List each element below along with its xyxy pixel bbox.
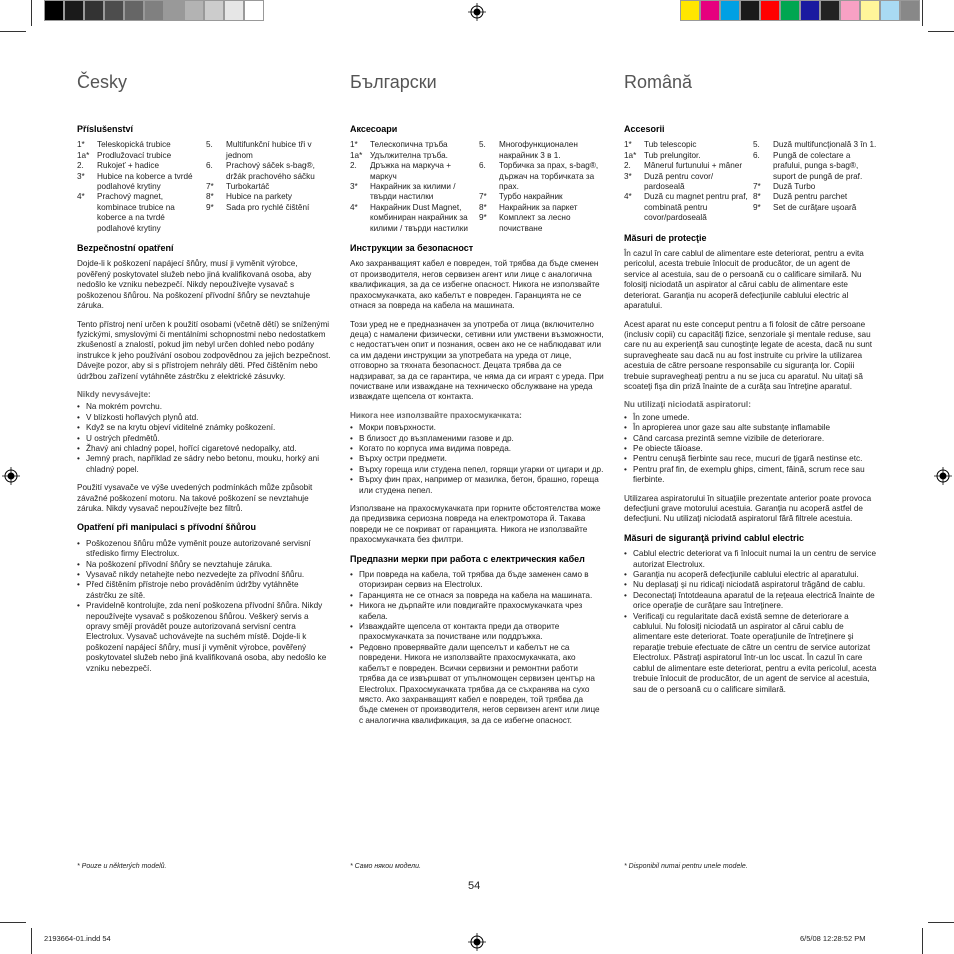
list-item: • Jemný prach, například ze sádry nebo betonu, mouku, horký ani chladný popel. (77, 454, 331, 475)
accessory-name: Prodlužovací trubice (97, 150, 172, 160)
accessory-number: 8* (206, 192, 214, 202)
list-item: • Pentru praf fin, de exemplu ghips, ciment, făină, scrum rece sau fierbinte. (624, 465, 878, 486)
list-item: • Pravidelně kontrolujte, zda není poškozena přívodní šňůra. Nikdy nepoužívejte vysavač s poškozenou šňůrou. Veškerý servis a opravy smějí provádět pouze autorizovaná servisní centra Electrolux. Vysavač uchovávejte na suchém místě. Dojde-li k poškození napájecí šňůry, musí ji vyměnit výrobce, pověřený poskytovatel služeb nebo jiná kvalifikovaná osoba, aby nedošlo ke vzniku nebezpečí. (77, 601, 331, 674)
accessory-number: 1* (624, 140, 632, 150)
accessory-name: Duză pentru parchet (773, 192, 848, 202)
accessory-item (77, 151, 202, 161)
crop-mark (922, 928, 923, 954)
accessory-item (479, 192, 604, 202)
color-swatch (820, 0, 840, 21)
safety-paragraph: Tento přístroj není určen k použití osobami (včetně dětí) se sníženými fyzickými, smyslovými či mentálními schopnostmi nebo nedostatkem zkušeností a znalostí, pokud jim nebyl určen dohled nebo podány instrukce k jeho používání osobou zodpovědnou za jejich bezpečnost. Dávejte pozor, aby si s přístrojem nehrály děti. Před čištěním nebo údržbou zařízení vytáhněte zástrčku z elektrické zásuvky. (77, 319, 331, 381)
accessory-item (350, 203, 475, 234)
cord-safety-list (350, 570, 604, 726)
accessory-number: 5. (206, 140, 213, 150)
accessories-heading: Аксесоари (350, 124, 398, 134)
list-item: • Když se na krytu objeví viditelné známky poškození. (77, 423, 331, 433)
color-swatch (900, 0, 920, 21)
accessory-number: 1* (350, 140, 358, 150)
accessories-list (624, 140, 878, 223)
safety-paragraph: Acest aparat nu este conceput pentru a fi folosit de către persoane (inclusiv copii) cu capacităţi fizice, senzoriale şi mentale reduse, sau care nu au experienţă sau cunoştinţe legate de acesta, dacă nu sunt supravegheate sau dacă nu au fost instruite cu privire la utilizarea acestuia de către persoane responsabile cu siguranţa lor. Copiii trebuie supravegheaţi pentru a nu se juca cu aparatul. Nu uitaţi să scoateţi fişa din priză înainte de a curăţa sau întreţine aparatul. (624, 319, 873, 391)
color-swatch (224, 0, 244, 21)
color-swatch (800, 0, 820, 21)
list-item: • Гаранцията не се отнася за повреда на кабела на машината. (350, 591, 604, 601)
accessory-name: Multifunkční hubice tři v jednom (226, 140, 312, 160)
accessory-name: Турбо накрайник (499, 192, 563, 202)
list-item: • Na poškození přívodní šňůry se nevztahuje záruka. (77, 560, 331, 570)
crop-mark (0, 31, 26, 32)
list-item: • Изваждайте щепсела от контакта преди да отворите прахосмукачката за почистване или поддръжка. (350, 622, 604, 643)
color-swatch (840, 0, 860, 21)
safety-paragraph: Ако захранващият кабел е повреден, той трябва да бъде сменен от производителя, негов сервизен агент или лице с аналогична квалификация, за да се избегне опасност. Никога не използвайте прахосмукачката, ако кабелът е повреден. Гаранцията не се отнася за повреда на кабела на машината. (350, 259, 600, 311)
accessories-heading: Accesorii (624, 124, 665, 134)
color-swatch (104, 0, 124, 21)
registration-mark-bottom-icon (468, 933, 486, 951)
accessory-item (350, 161, 475, 182)
color-swatch (64, 0, 84, 21)
color-swatch (700, 0, 720, 21)
accessory-name: Prachový magnet, kombinace trubice na koberce a na tvrdé podlahové krytiny (97, 192, 175, 233)
accessories-column (77, 140, 202, 234)
language-heading: Česky (77, 72, 128, 92)
accessories-column (753, 140, 878, 223)
accessory-number: 7* (479, 192, 487, 202)
accessory-name: Rukojeť + hadice (97, 161, 160, 171)
list-item: • Върху остри предмети. (350, 454, 604, 464)
never-use-heading: Nu utilizaţi niciodată aspiratorul: (624, 400, 751, 410)
color-swatch (740, 0, 760, 21)
color-swatch (720, 0, 740, 21)
list-item: • Мокри повърхности. (350, 423, 604, 433)
accessory-item (624, 140, 749, 150)
accessory-name: Накрайник за килими / твърди настилки (370, 182, 456, 202)
accessory-number: 6. (753, 150, 760, 160)
accessory-item (753, 151, 878, 182)
accessory-item (77, 140, 202, 150)
color-swatch (144, 0, 164, 21)
safety-paragraph: Použití vysavače ve výše uvedených podmínkách může způsobit závažné poškození motoru. Na takové poškození se nevztahuje záruka. Nikdy vysavač nepoužívejte bez filtrů. (77, 483, 313, 513)
safety-heading: Bezpečnostní opatření (77, 243, 174, 254)
accessory-name: Teleskopická trubice (97, 140, 171, 150)
accessory-number: 6. (479, 161, 486, 171)
accessories-column (350, 140, 475, 234)
accessory-number: 2. (77, 161, 84, 171)
accessory-item (479, 161, 604, 192)
accessory-name: Duză pentru covor/ pardoseală (644, 171, 714, 192)
accessory-item (479, 213, 604, 234)
accessory-name: Hubice na parkety (226, 192, 292, 202)
accessory-item (753, 192, 878, 202)
crop-mark (928, 31, 954, 32)
accessory-item (77, 192, 202, 234)
safety-heading: Măsuri de protecţie (624, 232, 707, 243)
accessory-name: Tub telescopic (644, 140, 697, 150)
never-use-heading: Никога нее използвайте прахосмукачката: (350, 410, 522, 420)
accessories-column (479, 140, 604, 234)
safety-paragraph: Използване на прахосмукачката при горните обстоятелства може да предизвика сериозна повреда на електромотора й. Такава повреди не се покриват от гаранцията. Никога не използвайте прахосмукачката без филтри. (350, 504, 601, 545)
accessory-name: Торбичка за прах, s-bag®, държач на торбичката за прах. (499, 161, 599, 192)
accessory-item (479, 203, 604, 213)
accessory-number: 1a* (77, 150, 90, 160)
cord-safety-list (77, 539, 331, 674)
accessory-number: 7* (206, 182, 214, 192)
crop-mark (31, 928, 32, 954)
color-swatch (760, 0, 780, 21)
color-swatch (44, 0, 64, 21)
accessory-name: Накрайник Dust Magnet, комбиниран накрайник за килими / твърди настилки (370, 202, 468, 233)
accessory-item (206, 161, 331, 182)
list-item: • Върху гореща или студена пепел, горящи угарки от цигари и др. (350, 465, 604, 475)
accessory-name: Hubice na koberce a tvrdé podlahové krytiny (97, 171, 193, 192)
list-item: • Na mokrém povrchu. (77, 402, 331, 412)
accessory-item (77, 172, 202, 193)
list-item: • Pe obiecte tăioase. (624, 444, 878, 454)
accessory-number: 7* (753, 182, 761, 192)
accessory-number: 9* (479, 213, 487, 223)
never-use-heading: Nikdy nevysávejte: (77, 389, 151, 399)
list-item: • Vysavač nikdy netahejte nebo nezvedejte za přívodní šňůru. (77, 570, 331, 580)
accessory-number: 9* (206, 202, 214, 212)
accessory-number: 4* (350, 202, 358, 212)
accessory-number: 8* (753, 192, 761, 202)
cord-safety-heading: Opatření při manipulaci s přívodní šňůrou (77, 522, 257, 533)
crop-mark (928, 922, 954, 923)
romanian-footnote: * Disponibil numai pentru unele modele. (624, 863, 748, 870)
accessory-item (206, 203, 331, 213)
color-swatch (124, 0, 144, 21)
list-item: • În zone umede. (624, 413, 878, 423)
color-swatch (680, 0, 700, 21)
accessory-name: Tub prelungitor. (644, 150, 701, 160)
accessory-item (350, 151, 475, 161)
accessory-name: Многофункционален накрайник 3 в 1. (499, 140, 578, 160)
accessory-item (624, 192, 749, 223)
accessories-column (624, 140, 749, 223)
accessories-list (77, 140, 331, 234)
accessory-name: Телескопична тръба (370, 140, 448, 150)
accessory-name: Prachový sáček s-bag®, držák prachového sáčku (226, 161, 315, 181)
color-swatch (84, 0, 104, 21)
safety-paragraph: În cazul în care cablul de alimentare este deteriorat, pentru a evita pericolul, acesta trebuie înlocuit de producător, de un agent de service al acestuia, sau de o persoană cu o calificare similară. Nu folosiţi niciodată un aspirator al cărui cablu de alimentare este deteriorat. Garanţia nu acoperă defecţiunile cablului electric al aparatului. (624, 249, 864, 311)
accessory-number: 1a* (624, 150, 637, 160)
accessories-heading: Příslušenství (77, 124, 134, 134)
accessory-item (206, 140, 331, 161)
czech-footnote: * Pouze u některých modelů. (77, 863, 167, 870)
accessory-number: 1a* (350, 150, 363, 160)
date-slug: 6/5/08 12:28:52 PM (800, 934, 866, 943)
accessory-name: Duză cu magnet pentru praf, combinată pentru covor/pardoseală (644, 192, 748, 223)
list-item: • Deconectaţi întotdeauna aparatul de la reţeaua electrică înainte de orice operaţie de curăţare sau întreţinere. (624, 591, 878, 612)
list-item: • U ostrých předmětů. (77, 434, 331, 444)
color-swatch (184, 0, 204, 21)
crop-mark (31, 0, 32, 26)
process-color-bar (680, 0, 920, 21)
list-item: • În apropierea unor gaze sau alte substanţe inflamabile (624, 423, 878, 433)
list-item: • Pentru cenuşă fierbinte sau rece, mucuri de ţigară nestinse etc. (624, 454, 878, 464)
color-swatch (880, 0, 900, 21)
cord-safety-list (624, 549, 878, 695)
registration-mark-top-icon (468, 3, 486, 21)
grayscale-color-bar (44, 0, 264, 21)
accessory-name: Sada pro rychlé čištění (226, 202, 310, 212)
accessory-item (753, 140, 878, 150)
accessory-number: 3* (77, 171, 85, 181)
list-item: • Când carcasa prezintă semne vizibile de deteriorare. (624, 434, 878, 444)
accessory-item (753, 182, 878, 192)
accessory-item (753, 203, 878, 213)
romanian-column (624, 70, 878, 703)
accessory-name: Комплект за лесно почистване (499, 213, 571, 233)
color-swatch (244, 0, 264, 21)
color-swatch (860, 0, 880, 21)
accessory-number: 1* (77, 140, 85, 150)
accessories-column (206, 140, 331, 234)
accessory-item (350, 182, 475, 203)
accessory-item (624, 151, 749, 161)
accessory-number: 2. (350, 161, 357, 171)
file-slug: 2193664-01.indd 54 (44, 934, 111, 943)
safety-paragraph: Този уред не е предназначен за употреба от лица (включително деца) с намалени физически, сетивни или умствени възможности, с недостатъчен опит и познания, освен ако не се наблюдават или са им дадени инструкции за употребата на уреда от лице, отговорно за тяхната безопасност. Децата трябва да се надзирават, за да се гарантира, че няма да си играят с уреда. При почистване или изваждане на техническо обслужване на уреда изваждате щепсела от контакта. (350, 319, 604, 402)
safety-paragraph: Dojde-li k poškození napájecí šňůry, musí ji vyměnit výrobce, pověřený poskytovatel služeb nebo jiná kvalifikovaná osoba, aby nedošlo ke vzniku nebezpečí. Nikdy nepoužívejte vysavač s poškozenou šňůrou. Na poškození přívodní šňůry se nevztahuje záruka. (77, 259, 312, 311)
accessory-name: Pungă de colectare a prafului, punga s-bag®, suport de pungă de praf. (773, 150, 863, 181)
language-heading: Български (350, 72, 437, 92)
accessory-name: Удължителна тръба. (370, 150, 448, 160)
list-item: • Cablul electric deteriorat va fi înlocuit numai la un centru de service autorizat Electrolux. (624, 549, 878, 570)
accessory-name: Set de curăţare uşoară (773, 202, 857, 212)
accessory-item (624, 161, 749, 171)
accessories-list (350, 140, 604, 234)
accessory-name: Накрайник за паркет (499, 202, 578, 212)
list-item: • Poškozenou šňůru může vyměnit pouze autorizované servisní středisko firmy Electrolux. (77, 539, 331, 560)
accessory-number: 5. (479, 140, 486, 150)
list-item: • Никога не дърпайте или повдигайте прахосмукачката чрез кабела. (350, 601, 604, 622)
accessory-number: 3* (350, 182, 358, 192)
accessory-name: Turbokartáč (226, 182, 270, 192)
accessory-item (77, 161, 202, 171)
bulgarian-column (350, 70, 604, 734)
accessory-number: 8* (479, 202, 487, 212)
crop-mark (0, 922, 26, 923)
bulgarian-footnote: * Само някои модели. (350, 863, 421, 870)
list-item: • Před čištěním přístroje nebo prováděním údržby vytáhněte zástrčku ze sítě. (77, 580, 331, 601)
accessory-number: 4* (624, 192, 632, 202)
accessory-name: Duză multifuncţională 3 în 1. (773, 140, 877, 150)
accessory-name: Mânerul furtunului + mâner (644, 161, 743, 171)
list-item: • При повреда на кабела, той трябва да бъде заменен само в оторизиран сервиз на Electrolux. (350, 570, 604, 591)
list-item: • Žhavý ani chladný popel, hořící cigaretové nedopalky, atd. (77, 444, 331, 454)
registration-mark-right-icon (934, 467, 952, 485)
cord-safety-heading: Предпазни мерки при работа с електрическия кабел (350, 553, 585, 564)
never-use-list (624, 413, 878, 486)
accessory-number: 9* (753, 202, 761, 212)
registration-mark-left-icon (2, 467, 20, 485)
list-item: • V blízkosti hořlavých plynů atd. (77, 413, 331, 423)
list-item: • В близост до възпламеними газове и др. (350, 434, 604, 444)
language-heading: Română (624, 72, 693, 92)
cord-safety-heading: Măsuri de siguranţă privind cablul electric (624, 532, 805, 543)
never-use-list (77, 402, 331, 475)
never-use-list (350, 423, 604, 496)
safety-paragraph: Utilizarea aspiratorului în situaţiile prezentate anterior poate provoca defecţiuni grave motorului acestuia. Garanţia nu acoperă astfel de defecţiuni. Nu utilizaţi niciodată aspiratorul fără filtrele acestuia. (624, 493, 872, 524)
list-item: • Verificaţi cu regularitate dacă există semne de deteriorare a cablului. Nu folosiţi niciodată un aspirator al cărui cablu de alimentare este deteriorat. Toate operaţiunile de întreţinere şi reparaţie trebuie efectuate de către un centru de service autorizat Electrolux. Păstraţi aspiratorul într-un loc uscat. În cazul în care cablul de alimentare este deteriorat, pentru a evita pericolul, acesta trebuie înlocuit de producător, de un agent de service al acestuia, sau de o persoană cu o calificare similară. (624, 612, 878, 695)
accessory-name: Duză Turbo (773, 182, 816, 192)
list-item: • Когато по корпуса има видима повреда. (350, 444, 604, 454)
accessory-item (350, 140, 475, 150)
safety-heading: Инструкции за безопасност (350, 243, 474, 254)
accessory-number: 2. (624, 161, 631, 171)
color-swatch (780, 0, 800, 21)
accessory-item (624, 172, 749, 193)
accessory-number: 4* (77, 192, 85, 202)
list-item: • Garanţia nu acoperă defecţiunile cablului electric al aparatului. (624, 570, 878, 580)
list-item: • Редовно проверявайте дали щепселът и кабелът не са повредени. Никога не използвайте прахосмукачката, ако кабелът е повреден. Всички сервизни и ремонтни работи трябва да се извършват от упълномощен сервизен център на Electrolux. Прахосмукачката трябва да се съхранява на сухо място. Ако захранващият кабел е повреден, той трябва да бъде сменен от производителя, негов сервизен агент или лице с аналогична квалификация, за да се избегне опасност. (350, 643, 604, 726)
list-item: • Върху фин прах, например от мазилка, бетон, брашно, гореща или студена пепел. (350, 475, 604, 496)
czech-column (77, 70, 331, 682)
color-swatch (204, 0, 224, 21)
accessory-number: 5. (753, 140, 760, 150)
accessory-number: 6. (206, 161, 213, 171)
accessory-number: 3* (624, 171, 632, 181)
accessory-item (479, 140, 604, 161)
list-item: • Nu deplasaţi şi nu ridicaţi niciodată aspiratorul trăgând de cablu. (624, 580, 878, 590)
color-swatch (164, 0, 184, 21)
crop-mark (922, 0, 923, 26)
accessory-item (206, 182, 331, 192)
accessory-item (206, 192, 331, 202)
accessory-name: Дръжка на маркуча + маркуч (370, 161, 452, 181)
page-number: 54 (468, 880, 481, 892)
